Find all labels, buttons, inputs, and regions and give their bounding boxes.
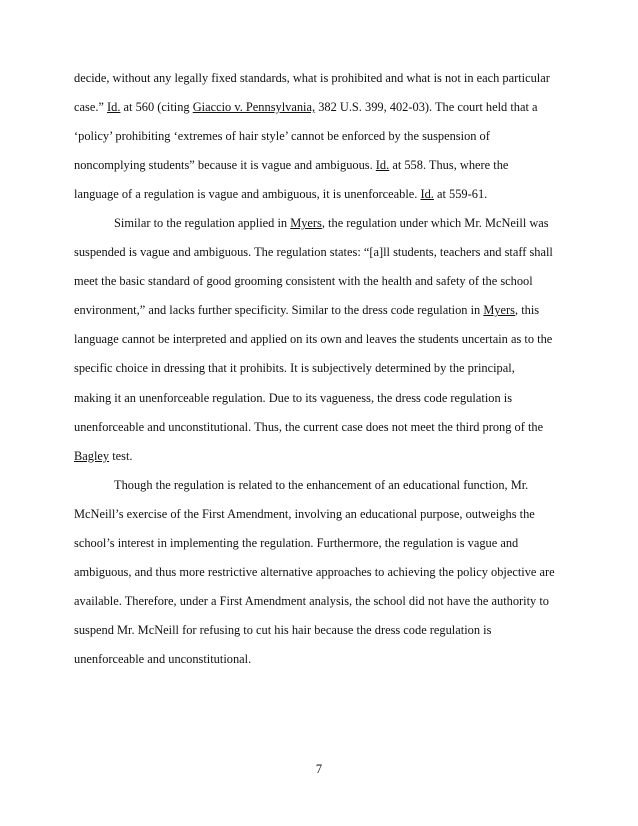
text-segment: , the regulation under which Mr. McNeill was [321,216,549,231]
text-segment: ambiguous, and thus more restrictive alternative approaches to achieving the policy objective are [74,564,555,579]
text-segment: noncomplying students” because it is vague and ambiguous. [74,158,376,173]
text-line [74,122,574,151]
text-segment: school’s interest in implementing the regulation. Furthermore, the regulation is vague and [74,535,519,550]
text-line [74,64,574,93]
text-line [74,529,574,558]
text-segment: suspended is vague and ambiguous. The regulation states: “[a]ll students, teachers and staff shall [74,245,553,260]
text-line [74,500,574,529]
text-line [74,209,574,238]
text-line [74,151,574,180]
text-segment: decide, without any legally fixed standards, what is prohibited and what is not in each particular [74,71,550,85]
text-line [74,558,574,587]
text-line [74,471,574,500]
text-segment: unenforceable and unconstitutional. [74,651,252,666]
case-citation: Id. [420,187,434,202]
text-segment: ‘policy’ prohibiting ‘extremes of hair style’ cannot be enforced by the suspension of [74,129,490,144]
text-segment: environment,” and lacks further specificity. Similar to the dress code regulation in [74,303,484,318]
text-segment: case.” [74,100,108,115]
text-segment: language of a regulation is vague and ambiguous, it is unenforceable. [74,187,421,202]
case-citation: Bagley [74,448,110,463]
text-line [74,645,574,674]
text-line [74,384,574,413]
text-line [74,93,574,122]
text-line [74,238,574,267]
text-segment: at 559-61. [433,187,488,202]
text-line [74,442,574,471]
body-text [74,64,574,674]
case-citation: Id. [107,100,121,115]
text-segment: , this [515,303,540,318]
text-segment: meet the basic standard of good grooming consistent with the health and safety of the school [74,274,533,289]
case-citation: Giaccio v. Pennsylvania, [192,100,316,115]
text-segment: specific choice in dressing that it prohibits. It is subjectively determined by the principal, [74,361,515,376]
text-segment: test. [109,448,133,463]
text-line [74,413,574,442]
text-segment: available. Therefore, under a First Amendment analysis, the school did not have the authority to [74,593,549,608]
text-segment: at 558. Thus, where the [389,158,509,173]
text-segment: unenforceable and unconstitutional. Thus, the current case does not meet the third prong of the [74,419,544,434]
text-segment: 382 U.S. 399, 402-03). The court held that a [315,100,538,115]
case-citation: Id. [375,158,390,173]
text-segment: language cannot be interpreted and applied on its own and leaves the students uncertain as to the [74,332,553,347]
text-segment: at 560 (citing [120,100,193,115]
text-line [74,296,574,325]
text-line [74,587,574,616]
text-segment: making it an unenforceable regulation. Due to its vagueness, the dress code regulation is [74,390,513,405]
page-number: 7 [315,762,323,776]
text-line [74,325,574,354]
text-segment: Though the regulation is related to the enhancement of an educational function, Mr. [114,477,529,492]
text-line [74,616,574,645]
text-line [74,180,574,209]
text-segment: McNeill’s exercise of the First Amendment, involving an educational purpose, outweighs the [74,506,535,521]
text-line [74,267,574,296]
text-line [74,354,574,383]
text-segment: suspend Mr. McNeill for refusing to cut his hair because the dress code regulation is [74,622,492,637]
case-citation: Myers [483,303,516,318]
case-citation: Myers [290,216,322,231]
text-segment: Similar to the regulation applied in [114,216,291,231]
